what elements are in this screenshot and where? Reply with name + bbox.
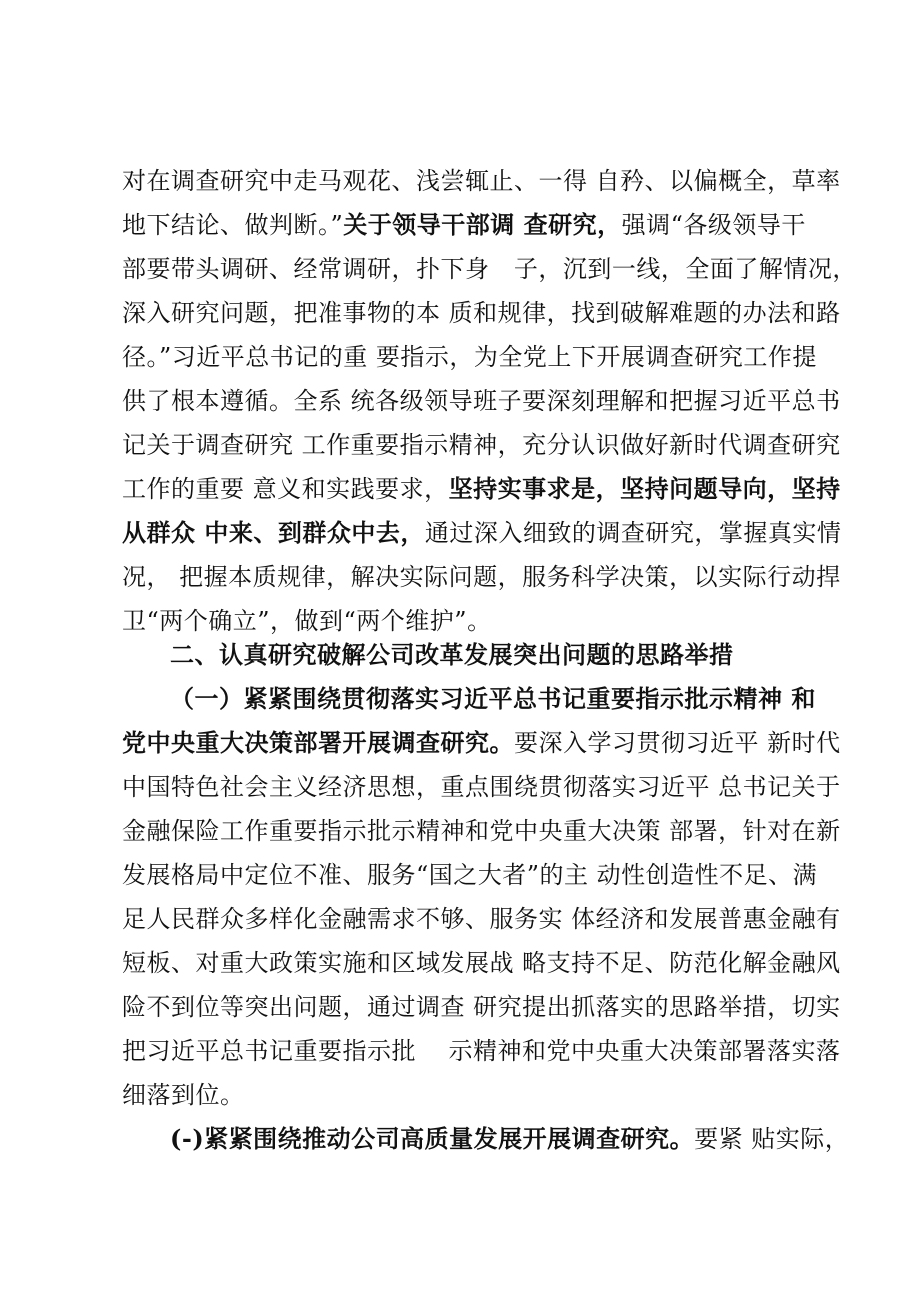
text-line [122,1029,920,1073]
text-line [122,291,920,335]
text-run: 记关于调查研究 工作重要指示精神，充分认识做好新时代调查研究 [122,431,841,459]
text-run: 卫“两个确立”，做到“两个维护”。 [122,607,492,635]
text-run: 细落到位。 [122,1081,245,1109]
text-run: 径。”习近平总书记的重 要指示，为全党上下开展调查研究工作提 [122,343,817,371]
bold-text-run: 从群众 中来、到群众中去， [122,518,425,547]
text-run: 险不到位等突出问题，通过调查 研究提出抓落实的思路举措，切实 [122,993,841,1021]
bold-text-run: 党中央重大决策部署开展调查研究。 [122,728,514,757]
text-run: 地下结论、做判断。” [122,211,344,239]
text-run: 要深入学习贯彻习近平 新时代 [514,729,841,757]
text-line [122,555,920,599]
bold-text-run: （一）紧紧围绕贯彻落实习近平总书记重要指示批示精神 和 [170,684,816,713]
text-line [122,159,920,203]
text-line [122,941,920,985]
text-run: 短板、对重大政策实施和区域发展战 略支持不足、防范化解金融风 [122,949,841,977]
text-line [122,765,920,809]
text-line [122,247,920,291]
text-run: 强调“各级领导干 [621,211,806,239]
text-line [122,985,920,1029]
text-line [170,677,920,721]
text-line [122,511,920,555]
bold-text-run: 关于领导干部调 查研究， [343,210,622,239]
text-line [170,1117,920,1161]
text-run: 供了根本遵循。全系 统各级领导班子要深刻理解和把握习近平总书 [122,387,841,415]
section-heading [170,633,920,677]
text-run: 工作的重要 意义和实践要求， [122,475,449,503]
text-run: 中国特色社会主义经济思想，重点围绕贯彻落实习近平 总书记关于 [122,773,841,801]
text-line [122,809,920,853]
text-line [122,423,920,467]
bold-text-run: 坚持实事求是，坚持问题导向，坚持 [448,474,841,503]
text-run: 金融保险工作重要指示批示精神和党中央重大决策 部署，针对在新 [122,817,841,845]
text-run: 要紧 贴实际， [694,1125,850,1153]
text-line [122,379,920,423]
text-line [122,897,920,941]
text-line [122,853,920,897]
text-run: 足人民群众多样化金融需求不够、服务实 体经济和发展普惠金融有 [122,905,841,933]
heading-text: 二、认真研究破解公司改革发展突出问题的思路举措 [170,641,734,669]
text-run: 发展格局中定位不准、服务“国之大者”的主 动性创造性不足、满 [122,861,818,889]
text-run: 对在调查研究中走马观花、浅尝辄止、一得 自矜、以偏概全，草率 [122,167,841,195]
text-line [122,203,920,247]
text-line [122,335,920,379]
text-run: 深入研究问题，把准事物的本 质和规律，找到破解难题的办法和路 [122,299,841,327]
text-line [122,721,920,765]
text-run: 通过深入细致的调查研究，掌握真实情 [424,519,842,547]
text-run: 部要带头调研、经常调研，扑下身 子，沉到一线，全面了解情况， [122,255,857,283]
text-line [122,1073,920,1117]
text-line [122,467,920,511]
text-run: 况， 把握本质规律，解决实际问题，服务科学决策，以实际行动捍 [122,563,841,591]
text-run: 把习近平总书记重要指示批 示精神和党中央重大决策部署落实落 [122,1037,841,1065]
bold-text-run: (-)紧紧围绕推动公司高质量发展开展调查研究。 [170,1124,695,1153]
